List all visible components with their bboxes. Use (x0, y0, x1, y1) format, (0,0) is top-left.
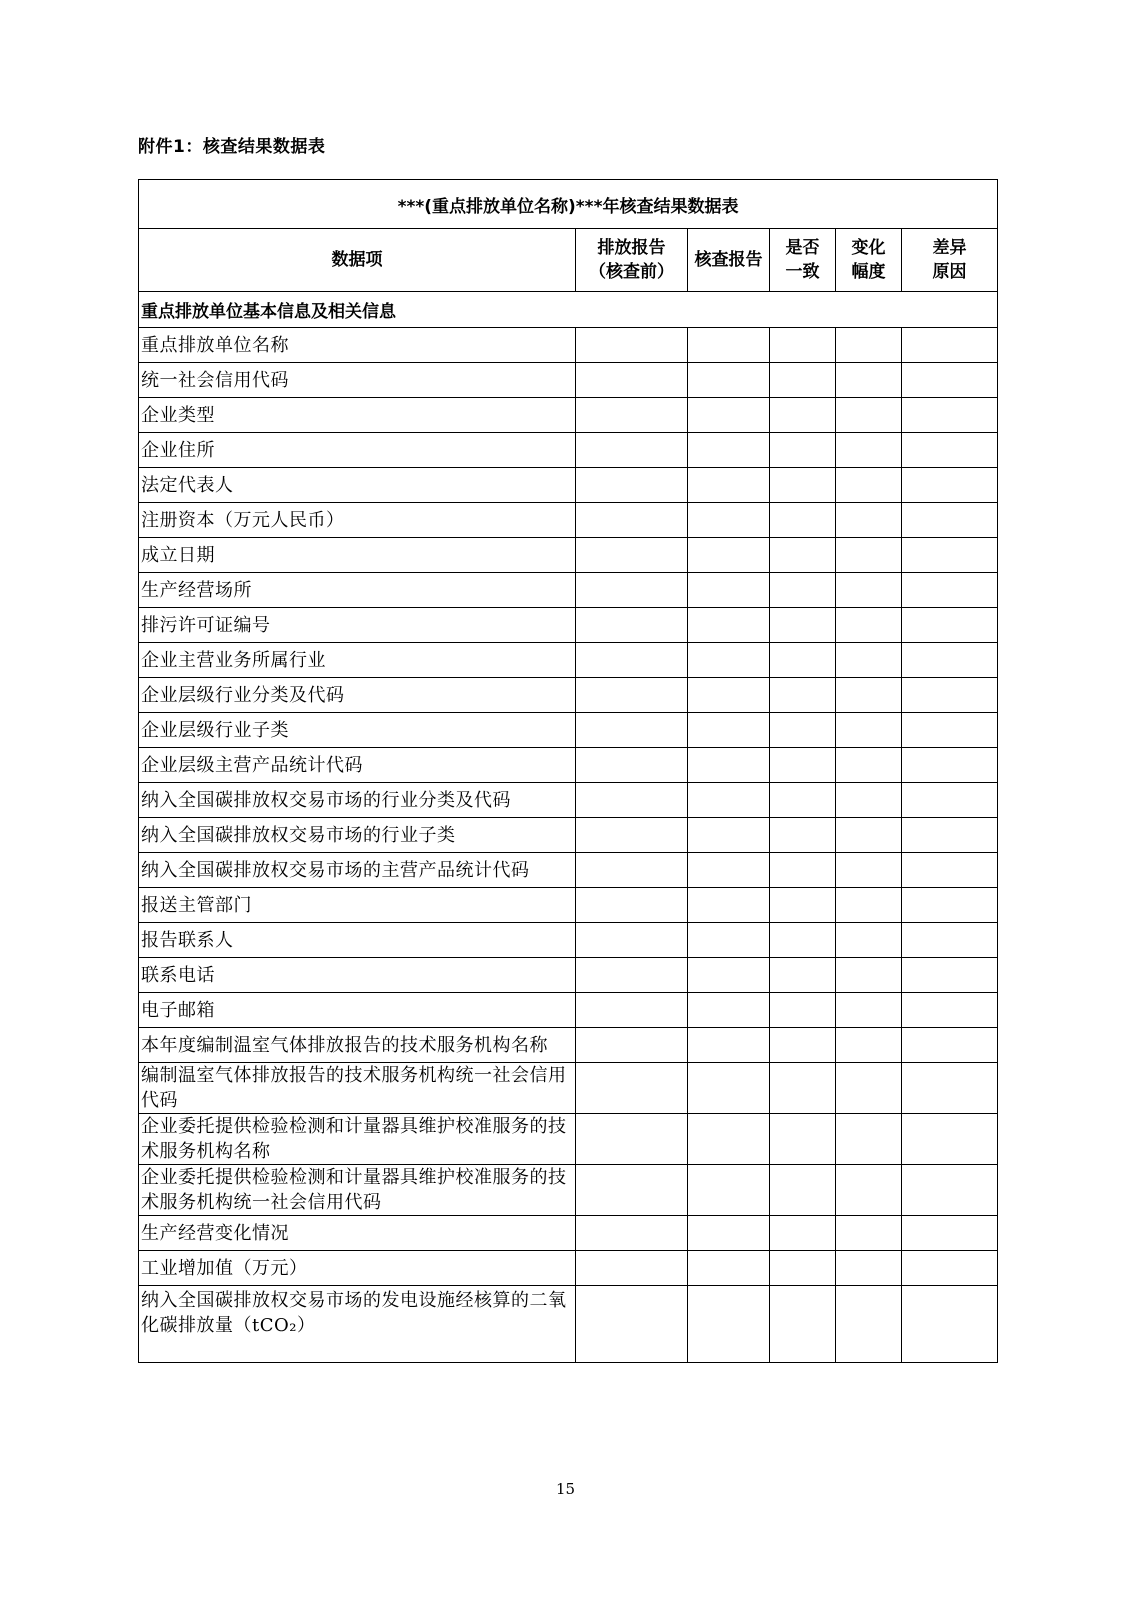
table-row (139, 468, 998, 503)
row-label: 统一社会信用代码 (139, 363, 576, 398)
consistent-cell (770, 433, 836, 468)
header-item: 数据项 (139, 229, 576, 292)
table-body (139, 328, 998, 1363)
report-before-cell (576, 993, 688, 1028)
table-row (139, 538, 998, 573)
header-verification-report: 核查报告 (688, 229, 770, 292)
consistent-cell (770, 1286, 836, 1363)
header-consistent-line2: 一致 (785, 262, 820, 282)
row-label: 纳入全国碳排放权交易市场的行业分类及代码 (139, 783, 576, 818)
table-row (139, 398, 998, 433)
table-row (139, 1251, 998, 1286)
table-row (139, 713, 998, 748)
verification-report-cell (688, 1165, 770, 1216)
verification-report-cell (688, 468, 770, 503)
reason-cell (902, 1165, 998, 1216)
verification-report-cell (688, 853, 770, 888)
table-row (139, 818, 998, 853)
report-before-cell (576, 1114, 688, 1165)
table-row (139, 1165, 998, 1216)
consistent-cell (770, 328, 836, 363)
reason-cell (902, 538, 998, 573)
report-before-cell (576, 678, 688, 713)
row-label: 企业层级行业子类 (139, 713, 576, 748)
reason-cell (902, 573, 998, 608)
row-label: 企业类型 (139, 398, 576, 433)
table-row (139, 363, 998, 398)
consistent-cell (770, 538, 836, 573)
table-row (139, 433, 998, 468)
consistent-cell (770, 1114, 836, 1165)
report-before-cell (576, 888, 688, 923)
reason-cell (902, 818, 998, 853)
row-label: 成立日期 (139, 538, 576, 573)
change-cell (836, 468, 902, 503)
change-cell (836, 958, 902, 993)
header-reason-line2: 原因 (932, 262, 967, 282)
table-row (139, 888, 998, 923)
row-label: 生产经营变化情况 (139, 1216, 576, 1251)
change-cell (836, 363, 902, 398)
table-row (139, 853, 998, 888)
change-cell (836, 643, 902, 678)
row-label: 工业增加值（万元） (139, 1251, 576, 1286)
reason-cell (902, 783, 998, 818)
table-row (139, 748, 998, 783)
table-row (139, 608, 998, 643)
consistent-cell (770, 1028, 836, 1063)
verification-report-cell (688, 538, 770, 573)
report-before-cell (576, 1028, 688, 1063)
row-label: 企业委托提供检验检测和计量器具维护校准服务的技术服务机构名称 (139, 1114, 576, 1165)
row-label: 企业层级行业分类及代码 (139, 678, 576, 713)
report-before-cell (576, 643, 688, 678)
table-title: ***(重点排放单位名称)***年核查结果数据表 (139, 180, 998, 229)
reason-cell (902, 1063, 998, 1114)
report-before-cell (576, 1286, 688, 1363)
table-row (139, 328, 998, 363)
header-change-line2: 幅度 (851, 262, 886, 282)
change-cell (836, 888, 902, 923)
row-label: 排污许可证编号 (139, 608, 576, 643)
reason-cell (902, 398, 998, 433)
verification-report-cell (688, 643, 770, 678)
report-before-cell (576, 363, 688, 398)
verification-report-cell (688, 993, 770, 1028)
change-cell (836, 748, 902, 783)
row-label: 报送主管部门 (139, 888, 576, 923)
header-reason (902, 229, 998, 292)
report-before-cell (576, 503, 688, 538)
reason-cell (902, 1286, 998, 1363)
report-before-cell (576, 853, 688, 888)
header-report-before (576, 229, 688, 292)
reason-cell (902, 853, 998, 888)
table-row (139, 993, 998, 1028)
row-label: 企业主营业务所属行业 (139, 643, 576, 678)
page-heading: 附件1：核查结果数据表 (138, 137, 326, 157)
consistent-cell (770, 608, 836, 643)
change-cell (836, 1216, 902, 1251)
change-cell (836, 923, 902, 958)
reason-cell (902, 433, 998, 468)
row-label: 电子邮箱 (139, 993, 576, 1028)
table-row (139, 958, 998, 993)
consistent-cell (770, 573, 836, 608)
change-cell (836, 993, 902, 1028)
table-row (139, 1028, 998, 1063)
report-before-cell (576, 608, 688, 643)
consistent-cell (770, 643, 836, 678)
consistent-cell (770, 678, 836, 713)
verification-report-cell (688, 433, 770, 468)
row-label: 企业层级主营产品统计代码 (139, 748, 576, 783)
header-reason-line1: 差异 (932, 238, 967, 258)
consistent-cell (770, 1216, 836, 1251)
consistent-cell (770, 363, 836, 398)
header-change-line1: 变化 (851, 238, 886, 258)
verification-report-cell (688, 783, 770, 818)
reason-cell (902, 363, 998, 398)
change-cell (836, 328, 902, 363)
change-cell (836, 853, 902, 888)
report-before-cell (576, 1165, 688, 1216)
consistent-cell (770, 923, 836, 958)
change-cell (836, 433, 902, 468)
verification-report-cell (688, 398, 770, 433)
change-cell (836, 1165, 902, 1216)
report-before-cell (576, 538, 688, 573)
change-cell (836, 713, 902, 748)
reason-cell (902, 643, 998, 678)
row-label: 编制温室气体排放报告的技术服务机构统一社会信用代码 (139, 1063, 576, 1114)
verification-report-cell (688, 1286, 770, 1363)
verification-report-cell (688, 503, 770, 538)
verification-report-cell (688, 1114, 770, 1165)
change-cell (836, 573, 902, 608)
consistent-cell (770, 468, 836, 503)
row-label: 注册资本（万元人民币） (139, 503, 576, 538)
change-cell (836, 608, 902, 643)
reason-cell (902, 678, 998, 713)
verification-report-cell (688, 713, 770, 748)
report-before-cell (576, 573, 688, 608)
page-number: 15 (555, 1480, 576, 1498)
verification-report-cell (688, 818, 770, 853)
reason-cell (902, 1114, 998, 1165)
table-row (139, 1114, 998, 1165)
consistent-cell (770, 888, 836, 923)
verification-report-cell (688, 748, 770, 783)
reason-cell (902, 328, 998, 363)
change-cell (836, 538, 902, 573)
consistent-cell (770, 783, 836, 818)
report-before-cell (576, 328, 688, 363)
change-cell (836, 818, 902, 853)
reason-cell (902, 1216, 998, 1251)
row-label: 生产经营场所 (139, 573, 576, 608)
consistent-cell (770, 1251, 836, 1286)
verification-report-cell (688, 1216, 770, 1251)
row-label: 企业住所 (139, 433, 576, 468)
change-cell (836, 1286, 902, 1363)
consistent-cell (770, 853, 836, 888)
table-row (139, 1286, 998, 1363)
row-label: 企业委托提供检验检测和计量器具维护校准服务的技术服务机构统一社会信用代码 (139, 1165, 576, 1216)
change-cell (836, 1114, 902, 1165)
reason-cell (902, 503, 998, 538)
reason-cell (902, 608, 998, 643)
table-row (139, 503, 998, 538)
table-row (139, 1216, 998, 1251)
reason-cell (902, 713, 998, 748)
reason-cell (902, 993, 998, 1028)
reason-cell (902, 748, 998, 783)
table-row (139, 678, 998, 713)
report-before-cell (576, 1216, 688, 1251)
table-row (139, 783, 998, 818)
verification-data-table (138, 179, 998, 1363)
verification-report-cell (688, 678, 770, 713)
verification-report-cell (688, 363, 770, 398)
row-label: 纳入全国碳排放权交易市场的主营产品统计代码 (139, 853, 576, 888)
report-before-cell (576, 818, 688, 853)
reason-cell (902, 888, 998, 923)
report-before-cell (576, 468, 688, 503)
report-before-cell (576, 783, 688, 818)
consistent-cell (770, 1063, 836, 1114)
consistent-cell (770, 818, 836, 853)
table-row (139, 1063, 998, 1114)
row-label: 纳入全国碳排放权交易市场的发电设施经核算的二氧化碳排放量（tCO₂） (139, 1286, 576, 1363)
report-before-cell (576, 1251, 688, 1286)
verification-report-cell (688, 328, 770, 363)
change-cell (836, 1028, 902, 1063)
consistent-cell (770, 503, 836, 538)
consistent-cell (770, 398, 836, 433)
row-label: 联系电话 (139, 958, 576, 993)
table-row (139, 923, 998, 958)
report-before-cell (576, 748, 688, 783)
report-before-cell (576, 1063, 688, 1114)
header-change (836, 229, 902, 292)
change-cell (836, 398, 902, 433)
report-before-cell (576, 433, 688, 468)
verification-report-cell (688, 608, 770, 643)
row-label: 纳入全国碳排放权交易市场的行业子类 (139, 818, 576, 853)
row-label: 法定代表人 (139, 468, 576, 503)
verification-report-cell (688, 888, 770, 923)
change-cell (836, 503, 902, 538)
consistent-cell (770, 748, 836, 783)
verification-report-cell (688, 923, 770, 958)
header-report-before-line2: （核查前） (589, 262, 674, 282)
consistent-cell (770, 958, 836, 993)
table-row (139, 573, 998, 608)
verification-report-cell (688, 1028, 770, 1063)
change-cell (836, 783, 902, 818)
row-label: 本年度编制温室气体排放报告的技术服务机构名称 (139, 1028, 576, 1063)
table-row (139, 643, 998, 678)
consistent-cell (770, 993, 836, 1028)
reason-cell (902, 923, 998, 958)
row-label: 报告联系人 (139, 923, 576, 958)
change-cell (836, 1251, 902, 1286)
verification-report-cell (688, 573, 770, 608)
header-report-before-line1: 排放报告 (597, 238, 666, 258)
consistent-cell (770, 713, 836, 748)
row-label: 重点排放单位名称 (139, 328, 576, 363)
report-before-cell (576, 923, 688, 958)
report-before-cell (576, 958, 688, 993)
header-consistent (770, 229, 836, 292)
section-heading: 重点排放单位基本信息及相关信息 (139, 292, 998, 328)
consistent-cell (770, 1165, 836, 1216)
report-before-cell (576, 398, 688, 433)
reason-cell (902, 1251, 998, 1286)
verification-report-cell (688, 1251, 770, 1286)
report-before-cell (576, 713, 688, 748)
verification-report-cell (688, 1063, 770, 1114)
verification-report-cell (688, 958, 770, 993)
header-consistent-line1: 是否 (785, 238, 820, 258)
change-cell (836, 1063, 902, 1114)
change-cell (836, 678, 902, 713)
reason-cell (902, 468, 998, 503)
reason-cell (902, 958, 998, 993)
reason-cell (902, 1028, 998, 1063)
